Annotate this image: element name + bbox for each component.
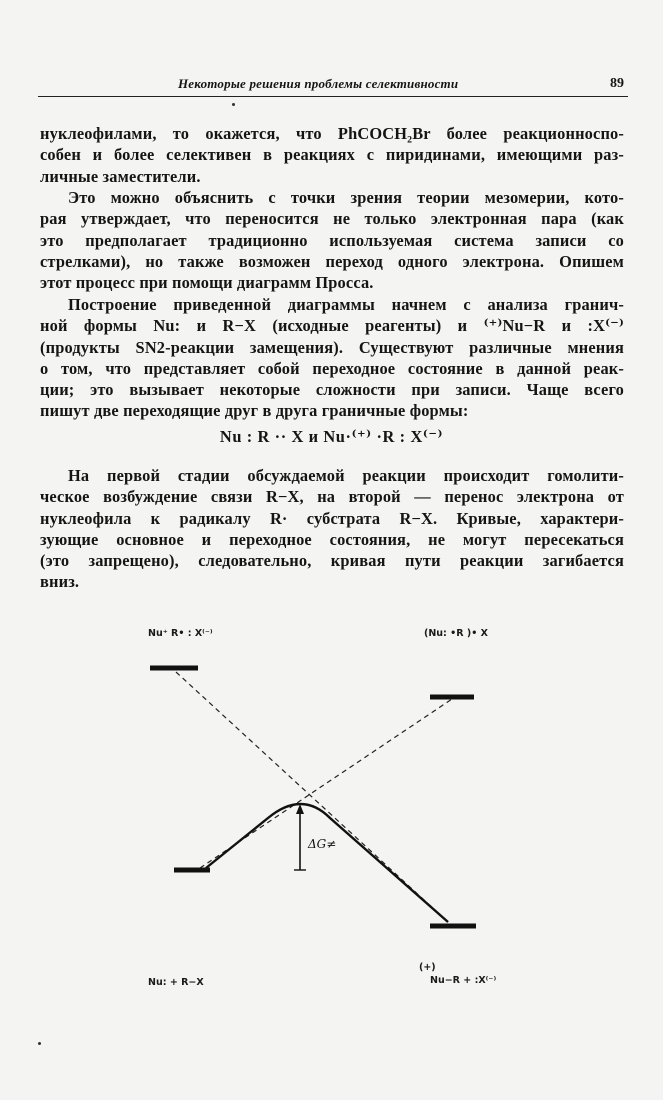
label-bottom-left: Nu: + R−X [148,977,204,988]
label-bottom-right-charge: (+) [419,962,436,973]
delta-g-label: ΔG≠ [308,837,337,851]
resonance-formula: Nu : R ·· X и Nu·⁽⁺⁾ ·R : X⁽⁻⁾ [219,427,444,446]
text-line: ческое возбуждение связи R−X, на второй — перенос электрона от [40,487,624,507]
speck [38,1042,41,1045]
text-line: Это можно объяснить с точки зрения теории мезомерии, кото- [68,188,624,207]
running-title: Некоторые решения проблемы селективности [178,76,459,91]
speck [232,103,235,106]
text-line: вниз. [40,572,80,592]
reaction-path-curve [206,804,448,922]
running-header [38,76,628,96]
text-line: пишут две переходящие друг в друга граничные формы: [40,401,469,421]
text-line: о том, что представляет собой переходное состояние в данной реак- [40,358,624,378]
text-line: нуклеофилами, то окажется, что PhCOCH₂Br более реакционноспо- [40,124,624,143]
text-line: зующие основное и переходное состояния, не могут пересекаться [40,529,624,549]
text-line: ции; это вызывает некоторые сложности при записи. Чаще всего [40,380,624,400]
pross-diagram [0,600,663,1020]
paragraph-1 [40,123,624,187]
text-line: личные заместители. [40,166,201,186]
label-bottom-right: Nu−R + :X⁽⁻⁾ [430,975,497,986]
text-line: этот процесс при помощи диаграмм Просса. [40,273,374,293]
text-line: (это запрещено), следовательно, кривая пути реакции загибается [40,551,624,571]
paragraph-4 [40,465,624,593]
text-line: (продукты SN2-реакции замещения). Существуют различные мнения [40,337,624,357]
text-line: собен и более селективен в реакциях с пиридинами, имеющими раз- [40,145,624,165]
text-line: рая утверждает, что переносится не только электронная пара (как [40,209,624,229]
label-top-left: Nu⁺ R• : X⁽⁻⁾ [148,628,213,639]
text-line: ной формы Nu: и R−X (исходные реагенты) и ⁽⁺⁾Nu−R и :X⁽⁻⁾ [40,316,624,336]
barrier-arrow-head [296,804,304,814]
text-line: нуклеофила к радикалу R· субстрата R−X. Кривые, характери- [40,508,624,528]
text-line: На первой стадии обсуждаемой реакции происходит гомолити- [68,466,624,485]
label-top-right: (Nu: •R )• X [424,628,488,639]
text-line: стрелками), но также возможен переход одного электрона. Опишем [40,251,624,271]
page-number: 89 [610,76,624,91]
header-rule [38,96,628,97]
paragraph-2 [40,187,624,293]
text-line: это предполагает традиционно используемая система записи со [40,230,624,250]
paragraph-3 [40,294,624,422]
text-line: Построение приведенной диаграммы начнем с анализа гранич- [68,295,624,314]
